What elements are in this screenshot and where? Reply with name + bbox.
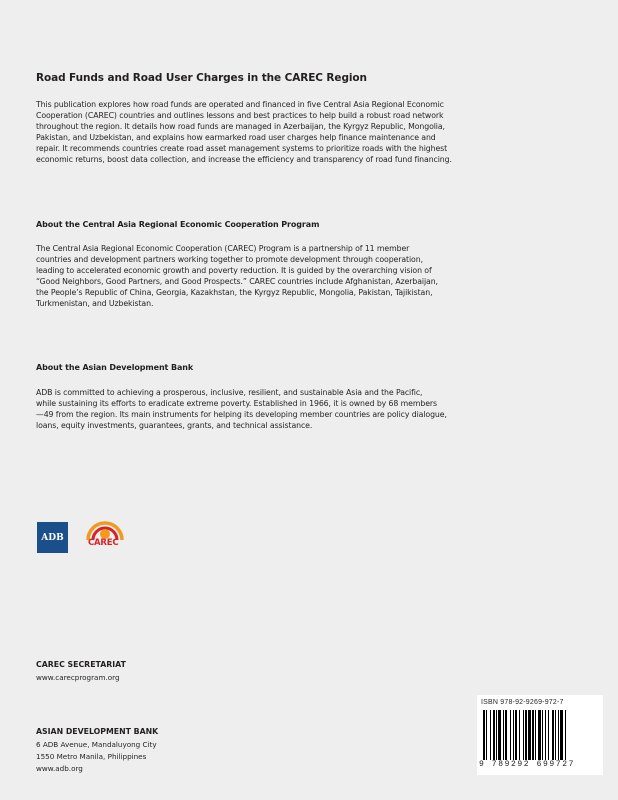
carec-secretariat-url[interactable]: www.carecprogram.org: [36, 673, 120, 682]
about-adb-heading: About the Asian Development Bank: [36, 363, 194, 372]
carec-arc-icon: [84, 518, 126, 554]
intro-line: economic returns, boost data collection, and increase the efficiency and transparency of road fund financing.: [36, 155, 452, 164]
about-carec-line: The Central Asia Regional Economic Cooperation (CAREC) Program is a partnership of 11 member: [36, 244, 410, 253]
intro-line: Cooperation (CAREC) countries and outlines lessons and best practices to help build a robust road network: [36, 111, 444, 120]
isbn-barcode: [477, 695, 603, 775]
about-adb-paragraph: [36, 387, 596, 431]
barcode-bars: [483, 710, 595, 760]
about-carec-line: countries and development partners working together to promote development through cooperation,: [36, 255, 423, 264]
adb-name: ASIAN DEVELOPMENT BANK: [36, 727, 159, 736]
carec-logo: [84, 518, 126, 554]
about-adb-line: while sustaining its efforts to eradicate extreme poverty. Established in 1966, it is owned by 68 members: [36, 399, 437, 408]
about-adb-line: —49 from the region. Its main instruments for helping its developing member countries are policy dialogue,: [36, 410, 447, 419]
about-adb-line: loans, equity investments, guarantees, grants, and technical assistance.: [36, 421, 313, 430]
about-carec-paragraph: [36, 243, 596, 309]
barcode-digits: 9 789292 699727: [479, 760, 576, 769]
intro-paragraph: [36, 99, 596, 165]
about-carec-line: “Good Neighbors, Good Partners, and Good Prospects.” CAREC countries include Afghanistan, Azerbaijan,: [36, 277, 438, 286]
adb-url[interactable]: www.adb.org: [36, 764, 83, 773]
intro-line: repair. It recommends countries create road asset management systems to prioritize roads with the highest: [36, 144, 448, 153]
carec-logo-text: CAREC: [88, 538, 119, 548]
intro-line: This publication explores how road funds are operated and financed in five Central Asia Regional Economic: [36, 100, 444, 109]
publication-title: Road Funds and Road User Charges in the CAREC Region: [36, 72, 367, 84]
intro-line: Pakistan, and Uzbekistan, and explains how earmarked road user charges help finance maintenance and: [36, 133, 436, 142]
adb-address-line2: 1550 Metro Manila, Philippines: [36, 752, 147, 761]
isbn-number: ISBN 978-92-9269-972-7: [481, 699, 564, 706]
about-adb-line: ADB is committed to achieving a prosperous, inclusive, resilient, and sustainable Asia and the Pacific,: [36, 388, 423, 397]
intro-line: throughout the region. It details how road funds are managed in Azerbaijan, the Kyrgyz Republic, Mongolia,: [36, 122, 445, 131]
about-carec-line: leading to accelerated economic growth and poverty reduction. It is guided by the overarching vision of: [36, 266, 432, 275]
about-carec-line: the People’s Republic of China, Georgia, Kazakhstan, the Kyrgyz Republic, Mongolia, Pakistan, Tajikistan,: [36, 288, 433, 297]
adb-logo: ADB: [37, 522, 68, 553]
adb-address-line1: 6 ADB Avenue, Mandaluyong City: [36, 740, 157, 749]
about-carec-line: Turkmenistan, and Uzbekistan.: [36, 299, 154, 308]
about-carec-heading: About the Central Asia Regional Economic Cooperation Program: [36, 220, 320, 229]
carec-secretariat-name: CAREC SECRETARIAT: [36, 660, 126, 669]
